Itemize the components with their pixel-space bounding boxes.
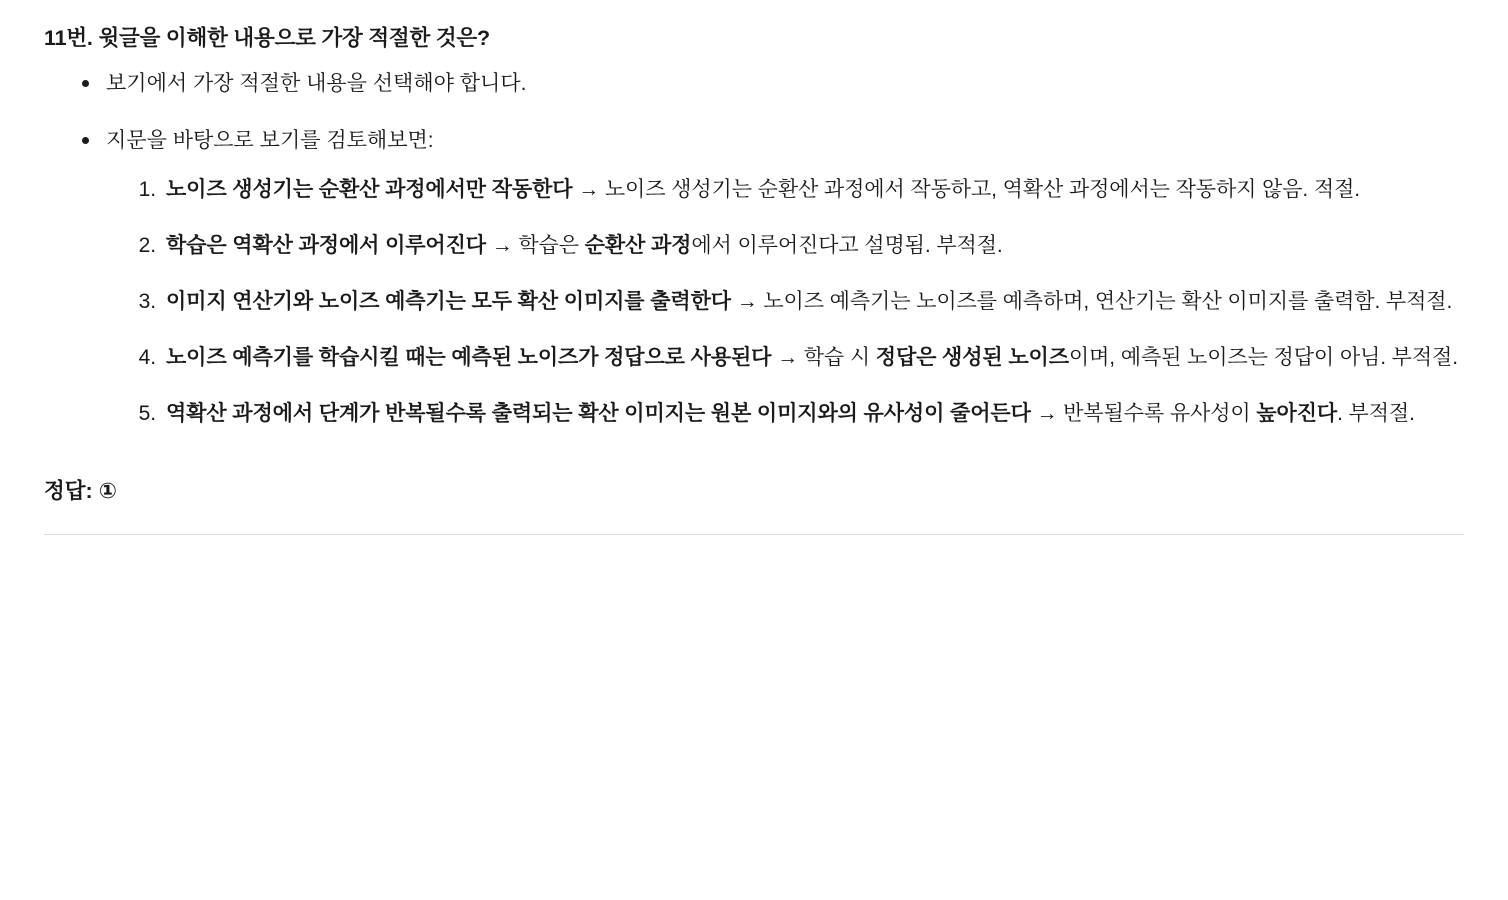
option-3-text [166,290,1452,313]
answer-line [44,475,1464,507]
list-item [106,173,1464,207]
list-item [44,68,1464,101]
option-4-rest-before: 학습 시 [803,346,876,370]
list-item [106,285,1464,319]
option-1-lead: 노이즈 생성기는 순환산 과정에서만 작동한다 [166,178,573,202]
option-2-text [166,234,1003,257]
list-item [106,341,1464,375]
option-5-rest-after: . 부적절. [1337,402,1415,426]
list-item [44,125,1464,432]
answer-label: 정답: [44,479,93,504]
answer-options-list [106,173,1464,431]
question-title: 11번. 윗글을 이해한 내용으로 가장 적절한 것은? [44,26,490,50]
option-2-lead: 학습은 역확산 과정에서 이루어진다 [166,234,486,258]
option-2-rest-before: 학습은 [518,234,585,258]
answer-value: ① [98,479,117,504]
list-item [106,229,1464,263]
option-3-arrow: → [730,290,764,314]
section-divider [44,534,1464,535]
bullet-text: 보기에서 가장 적절한 내용을 선택해야 합니다. [106,72,527,96]
option-1-text [166,178,1360,201]
list-item [106,397,1464,431]
option-4-lead: 노이즈 예측기를 학습시킬 때는 예측된 노이즈가 정답으로 사용된다 [166,346,772,370]
option-5-rest-before: 반복될수록 유사성이 [1063,402,1257,426]
option-5-rest-emphasis: 높아진다 [1256,402,1338,426]
option-3-rest: 노이즈 예측기는 노이즈를 예측하며, 연산기는 확산 이미지를 출력함. 부적절. [763,290,1453,314]
option-2-rest-emphasis: 순환산 과정 [584,234,692,258]
bullet-text: 지문을 바탕으로 보기를 검토해보면: [106,128,434,152]
option-3-lead: 이미지 연산기와 노이즈 예측기는 모두 확산 이미지를 출력한다 [166,290,731,314]
explanation-bullet-list [44,68,1464,431]
option-2-arrow: → [486,234,519,258]
option-1-rest: 노이즈 생성기는 순환산 과정에서 작동하고, 역확산 과정에서는 작동하지 않음. 적절. [604,178,1360,202]
option-4-rest-after: 이며, 예측된 노이즈는 정답이 아님. 부적절. [1068,346,1458,370]
option-5-arrow: → [1030,402,1064,426]
option-4-arrow: → [771,346,804,370]
option-5-lead: 역확산 과정에서 단계가 반복될수록 출력되는 확산 이미지는 원본 이미지와의 유사성이 줄어든다 [166,402,1031,426]
option-5-text [166,402,1415,425]
option-1-arrow: → [572,178,605,202]
option-2-rest-after: 에서 이루어진다고 설명됨. 부적절. [691,234,1003,258]
option-4-rest-emphasis: 정답은 생성된 노이즈 [875,346,1069,370]
option-4-text [166,346,1458,369]
